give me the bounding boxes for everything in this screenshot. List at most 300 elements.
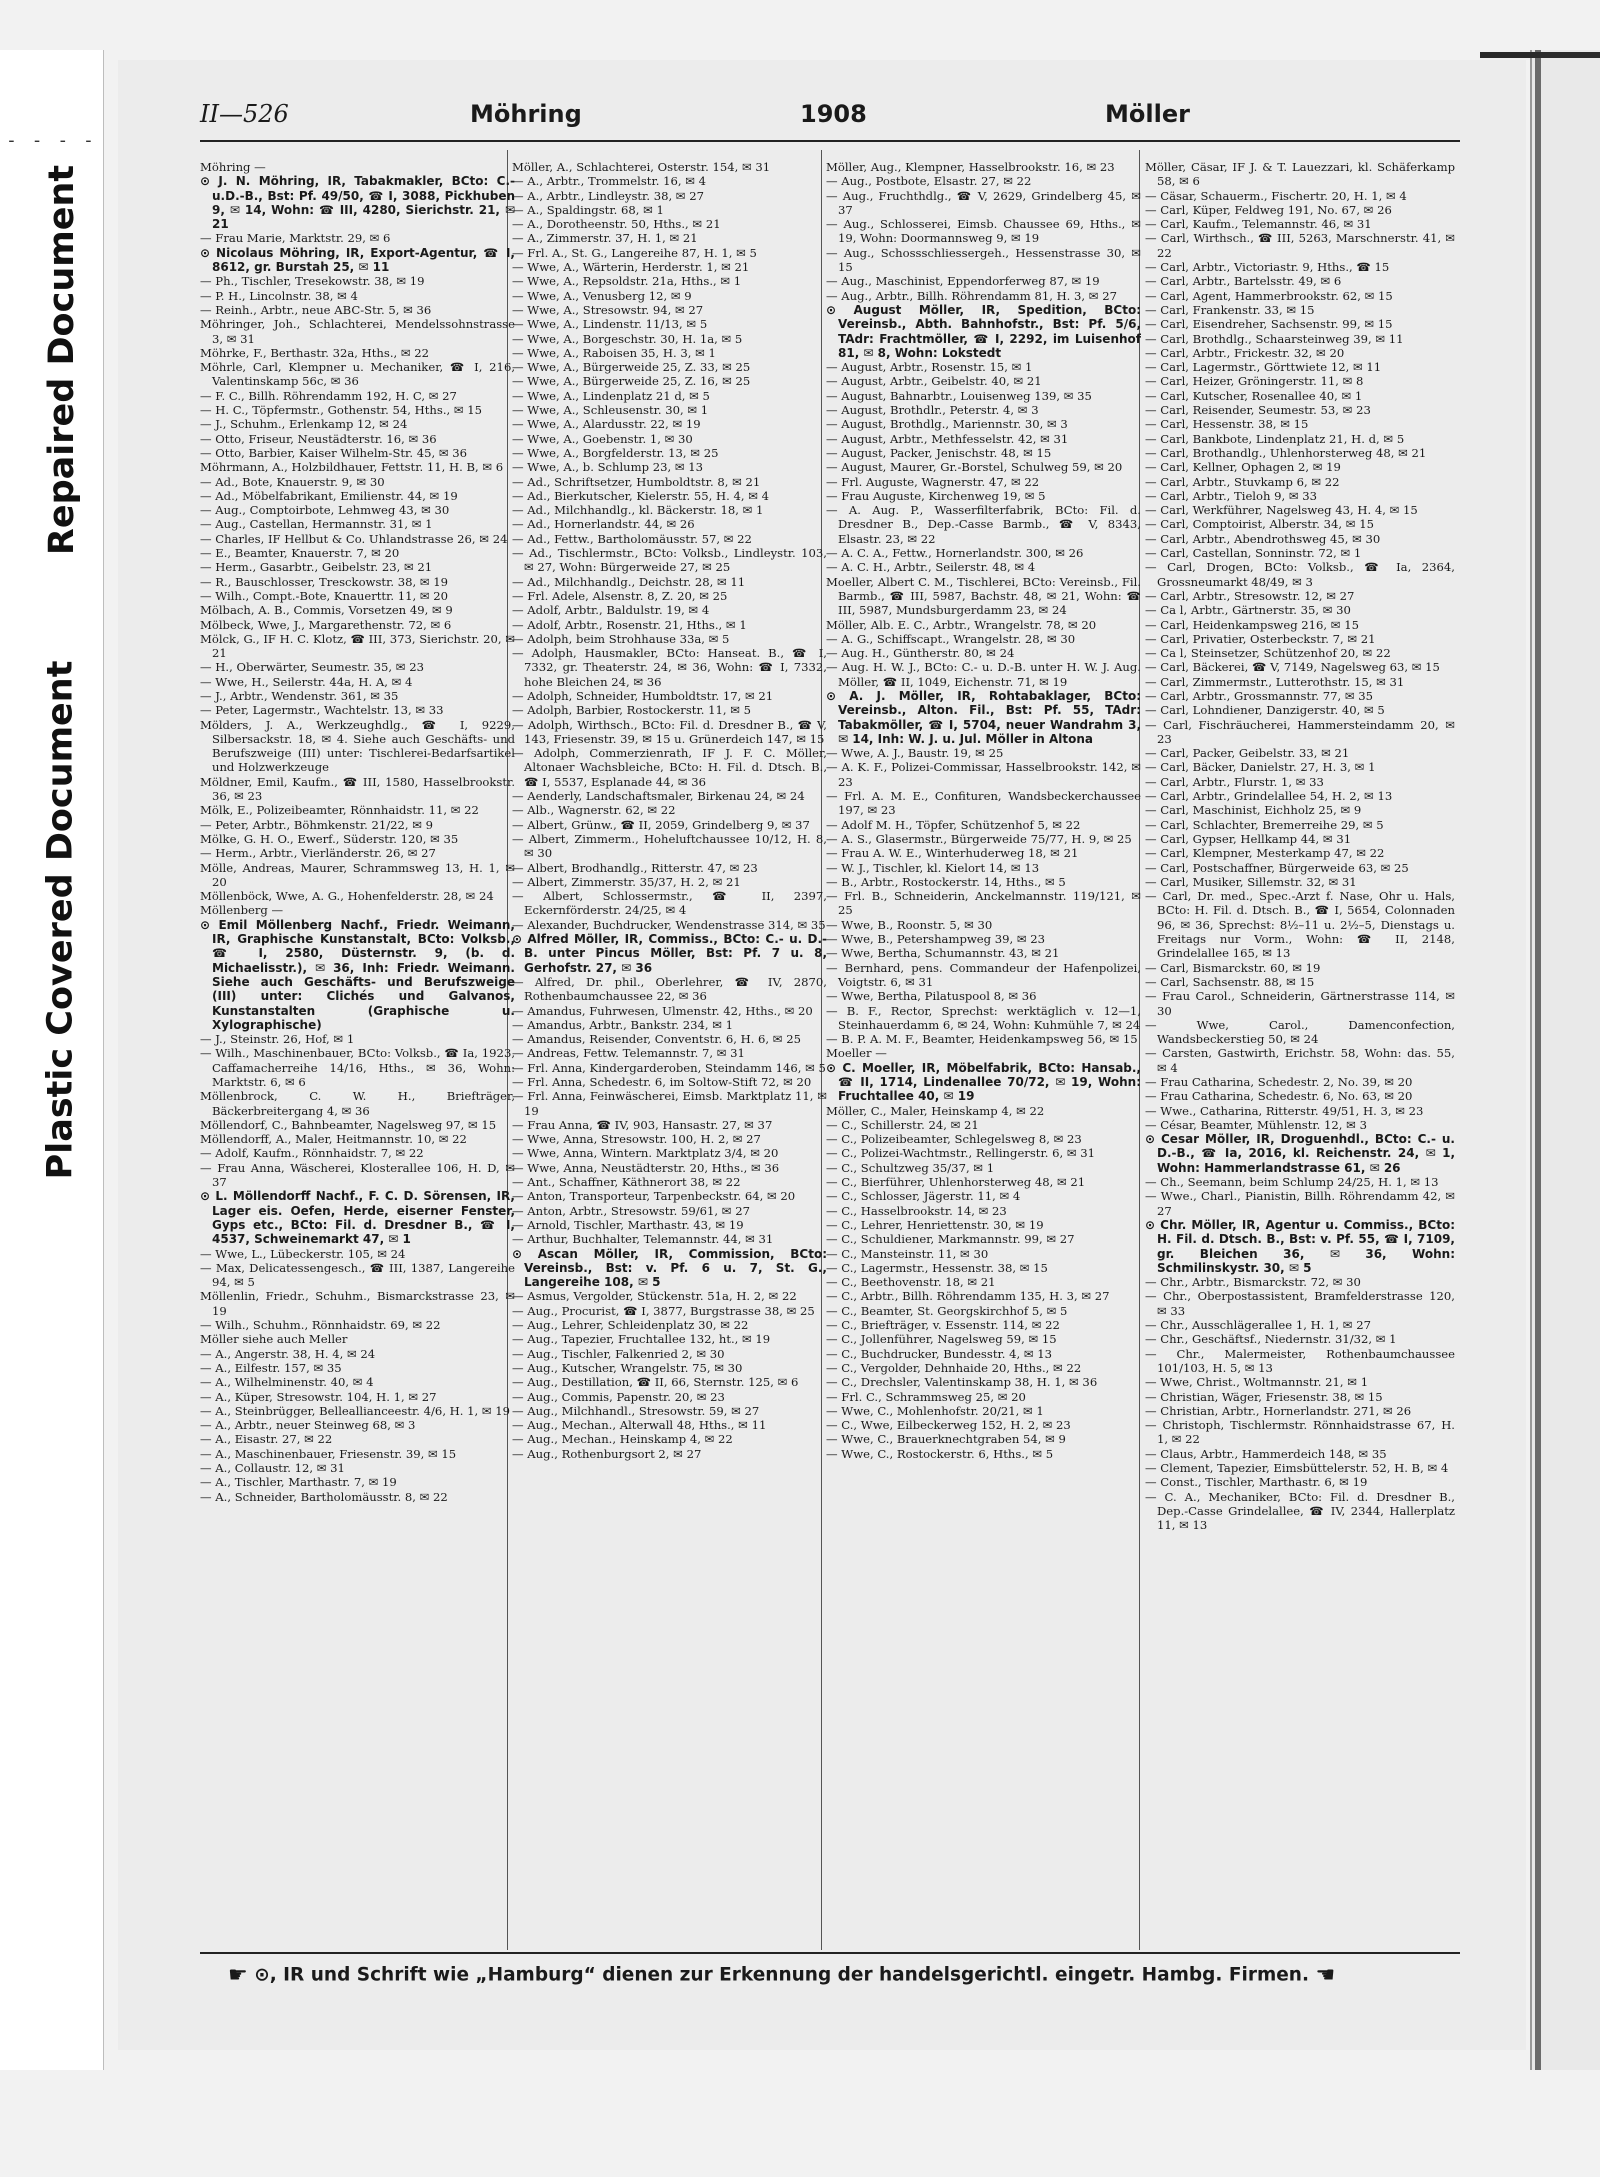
directory-entry: — A. C. H., Arbtr., Seilerstr. 48, ✉ 4 <box>826 560 1036 575</box>
directory-entry: — A., Zimmerstr. 37, H. 1, ✉ 21 <box>512 231 698 246</box>
directory-entry: — Carl, Fischräucherei, Hammersteindamm 20, ✉ 23 <box>1145 717 1455 746</box>
directory-entry: — A., Arbtr., Lindleystr. 38, ✉ 27 <box>512 188 704 203</box>
directory-entry: — Carl, Comptoirist, Alberstr. 34, ✉ 15 <box>1145 517 1374 532</box>
directory-entry: Möllendorff, A., Maler, Heitmannstr. 10, ✉ 22 <box>200 1132 467 1147</box>
directory-entry: — Alb., Wagnerstr. 62, ✉ 22 <box>512 803 676 818</box>
directory-entry: — Otto, Friseur, Neustädterstr. 16, ✉ 36 <box>200 431 437 446</box>
directory-column-4 <box>1145 160 1455 1945</box>
directory-entry: — A., Schneider, Bartholomäusstr. 8, ✉ 22 <box>200 1489 448 1504</box>
directory-entry: — Carl, Lagermstr., Görttwiete 12, ✉ 11 <box>1145 360 1382 375</box>
directory-entry: — Albert, Zimmerstr. 35/37, H. 2, ✉ 21 <box>512 874 741 889</box>
directory-entry: — Aenderly, Landschaftsmaler, Birkenau 24, ✉ 24 <box>512 789 805 804</box>
directory-entry: — Carl, Castellan, Sonninstr. 72, ✉ 1 <box>1145 546 1362 561</box>
directory-entry: — C., Schultzweg 35/37, ✉ 1 <box>826 1160 995 1175</box>
directory-entry: — Herm., Gasarbtr., Geibelstr. 23, ✉ 21 <box>200 560 433 575</box>
directory-entry: ⊙ C. Moeller, IR, Möbelfabrik, BCto: Hansab., ☎ II, 1714, Lindenallee 70/72, ✉ 19, Wohn: Fruchtallee 40, ✉ 19 <box>826 1060 1141 1104</box>
directory-entry: — Anton, Arbtr., Stresowstr. 59/61, ✉ 27 <box>512 1203 750 1218</box>
directory-entry: — E., Beamter, Knauerstr. 7, ✉ 20 <box>200 546 400 561</box>
directory-entry: — J., Arbtr., Wendenstr. 361, ✉ 35 <box>200 688 399 703</box>
directory-entry: — Carl, Kellner, Ophagen 2, ✉ 19 <box>1145 460 1341 475</box>
directory-entry: Möhringer, Joh., Schlachterei, Mendelssohnstrasse 3, ✉ 31 <box>200 317 515 346</box>
directory-entry: — Aug., Postbote, Elsastr. 27, ✉ 22 <box>826 174 1032 189</box>
directory-entry: Möldner, Emil, Kaufm., ☎ III, 1580, Hasselbrookstr. 36, ✉ 23 <box>200 774 515 804</box>
directory-entry: — Carl, Bismarckstr. 60, ✉ 19 <box>1145 960 1321 975</box>
header-rule <box>200 140 1460 142</box>
directory-entry: — Adolf M. H., Töpfer, Schützenhof 5, ✉ 22 <box>826 817 1081 832</box>
directory-entry: — August, Brothdlg., Mariennstr. 30, ✉ 3 <box>826 417 1068 432</box>
directory-entry: — Wwe, Carol., Damenconfection, Wandsbeckerstieg 50, ✉ 24 <box>1145 1017 1455 1047</box>
directory-entry: — Cäsar, Schauerm., Fischertr. 20, H. 1, ✉ 4 <box>1145 188 1407 203</box>
directory-entry: — Wilh., Compt.-Bote, Knauerttr. 11, ✉ 20 <box>200 588 448 603</box>
directory-entry: ⊙ Alfred Möller, IR, Commiss., BCto: C.- u. D.-B. unter Pincus Möller, Bst: Pf. 7 u. 8, Gerhofstr. 27, ✉ 36 <box>512 932 827 975</box>
directory-entry: — Adolf, Arbtr., Baldulstr. 19, ✉ 4 <box>512 603 710 618</box>
directory-entry: — Ca l, Steinsetzer, Schützenhof 20, ✉ 22 <box>1145 646 1391 661</box>
directory-entry: — August, Arbtr., Rosenstr. 15, ✉ 1 <box>826 360 1033 375</box>
directory-entry: — Carl, Brothandlg., Uhlenhorsterweg 48, ✉ 21 <box>1145 445 1427 460</box>
directory-entry: — Carl, Arbtr., Bartelsstr. 49, ✉ 6 <box>1145 274 1342 289</box>
directory-entry: — H. C., Töpfermstr., Gothenstr. 54, Hths., ✉ 15 <box>200 403 483 418</box>
directory-entry: — A. C. A., Fettw., Hornerlandstr. 300, ✉ 26 <box>826 546 1084 561</box>
directory-entry: — Carl, Klempner, Mesterkamp 47, ✉ 22 <box>1145 846 1385 861</box>
directory-entry: — C., Schuldiener, Markmannstr. 99, ✉ 27 <box>826 1232 1075 1247</box>
directory-entry: — Aug., Maschinist, Eppendorferweg 87, ✉ 19 <box>826 274 1100 289</box>
directory-entry: — C., Lehrer, Henriettenstr. 30, ✉ 19 <box>826 1217 1044 1232</box>
directory-entry: — Wwe, L., Lübeckerstr. 105, ✉ 24 <box>200 1246 406 1261</box>
directory-entry: — Herm., Arbtr., Vierländerstr. 26, ✉ 27 <box>200 846 436 861</box>
directory-entry: Möller, Alb. E. C., Arbtr., Wrangelstr. 78, ✉ 20 <box>826 617 1097 632</box>
directory-entry: Möller, Cäsar, IF J. & T. Lauezzari, kl. Schäferkamp 58, ✉ 6 <box>1145 160 1455 189</box>
directory-entry: — Carl, Arbtr., Victoriastr. 9, Hths., ☎ 15 <box>1145 260 1390 275</box>
directory-entry: — Wwe, A., Raboisen 35, H. 3, ✉ 1 <box>512 345 716 360</box>
directory-entry: — César, Beamter, Mühlenstr. 12, ✉ 3 <box>1145 1117 1367 1132</box>
directory-entry: — C., Schillerstr. 24, ✉ 21 <box>826 1117 979 1132</box>
page-binding-edge <box>1535 50 1541 2070</box>
directory-entry: — Ad., Bote, Knauerstr. 9, ✉ 30 <box>200 474 385 489</box>
directory-entry: — Aug., Rothenburgsort 2, ✉ 27 <box>512 1446 702 1461</box>
directory-entry: — Aug., Castellan, Hermannstr. 31, ✉ 1 <box>200 517 433 532</box>
directory-entry: — A., Eisastr. 27, ✉ 22 <box>200 1432 333 1447</box>
directory-entry: — Wwe, Anna, Stresowstr. 100, H. 2, ✉ 27 <box>512 1132 761 1147</box>
directory-entry: — Wwe, A., Lindenplatz 21 d, ✉ 5 <box>512 388 710 403</box>
directory-entry: — Carl, Arbtr., Abendrothsweg 45, ✉ 30 <box>1145 531 1381 546</box>
directory-entry: — A. Aug. P., Wasserfilterfabrik, BCto: Fil. d. Dresdner B., Dep.-Casse Barmb., ☎ V, 8343, Elsastr. 23, ✉ 22 <box>826 503 1141 546</box>
directory-entry: — Carl, Maschinist, Eichholz 25, ✉ 9 <box>1145 803 1362 818</box>
directory-entry: — C., Buchdrucker, Bundesstr. 4, ✉ 13 <box>826 1346 1053 1361</box>
directory-entry: — Albert, Zimmerm., Hoheluftchaussee 10/12, H. 8, ✉ 30 <box>512 831 827 861</box>
directory-entry: — B., Arbtr., Rostockerstr. 14, Hths., ✉ 5 <box>826 874 1066 889</box>
directory-entry: — Carl, Bäcker, Danielstr. 27, H. 3, ✉ 1 <box>1145 760 1376 775</box>
directory-entry: — Const., Tischler, Marthastr. 6, ✉ 19 <box>1145 1475 1368 1490</box>
directory-entry: — C., Arbtr., Billh. Röhrendamm 135, H. 3, ✉ 27 <box>826 1289 1110 1304</box>
directory-entry: — Frl. C., Schrammsweg 25, ✉ 20 <box>826 1389 1026 1404</box>
directory-entry: — Alexander, Buchdrucker, Wendenstrasse 314, ✉ 35 <box>512 917 826 932</box>
directory-entry: — Wwe., Charl., Pianistin, Billh. Röhrendamm 42, ✉ 27 <box>1145 1189 1455 1218</box>
pointing-hand-right-icon: ☛ <box>228 1963 248 1988</box>
directory-entry: — C., Vergolder, Dehnhaide 20, Hths., ✉ 22 <box>826 1360 1082 1375</box>
directory-entry: — Frau Catharina, Schedestr. 6, No. 63, ✉ 20 <box>1145 1089 1413 1104</box>
directory-entry: — A., Collaustr. 12, ✉ 31 <box>200 1461 345 1476</box>
directory-entry: — Carl, Privatier, Osterbeckstr. 7, ✉ 21 <box>1145 631 1376 646</box>
directory-entry: — Carl, Zimmermstr., Lutterothstr. 15, ✉ 31 <box>1145 674 1405 689</box>
directory-entry: — August, Packer, Jenischstr. 48, ✉ 15 <box>826 445 1052 460</box>
directory-entry: — Wwe, Bertha, Schumannstr. 43, ✉ 21 <box>826 946 1060 961</box>
directory-entry: — Carl, Hessenstr. 38, ✉ 15 <box>1145 417 1309 432</box>
repaired-document-label <box>32 100 92 620</box>
directory-entry: Möhring — <box>200 160 266 174</box>
directory-entry: — Frau A. W. E., Winterhuderweg 18, ✉ 21 <box>826 846 1079 861</box>
directory-entry: — August, Bahnarbtr., Louisenweg 139, ✉ 35 <box>826 388 1092 403</box>
directory-entry: — Carl, Bäckerei, ☎ V, 7149, Nagelsweg 63, ✉ 15 <box>1145 660 1440 675</box>
directory-entry: — Carl, Küper, Feldweg 191, No. 67, ✉ 26 <box>1145 202 1392 217</box>
directory-entry: — A., Steinbrügger, Belleallianceestr. 4/6, H. 1, ✉ 19 <box>200 1403 511 1418</box>
directory-entry: — Frl. Anna, Feinwäscherei, Eimsb. Marktplatz 11, ✉ 19 <box>512 1089 827 1118</box>
directory-entry: — Wwe, A., Stresowstr. 94, ✉ 27 <box>512 302 704 317</box>
directory-entry: — Adolph, Wirthsch., BCto: Fil. d. Dresdner B., ☎ V, 143, Friesenstr. 39, ✉ 15 u. Grünerdeich 147, ✉ 15 <box>512 717 827 746</box>
directory-entry: — Wwe, A., Schleusenstr. 30, ✉ 1 <box>512 403 709 418</box>
directory-entry: — Wwe, A., b. Schlump 23, ✉ 13 <box>512 460 704 475</box>
directory-entry: — Carl, Schlachter, Bremerreihe 29, ✉ 5 <box>1145 817 1384 832</box>
directory-entry: — Christian, Wäger, Friesenstr. 38, ✉ 15 <box>1145 1389 1383 1404</box>
directory-entry: ⊙ J. N. Möhring, IR, Tabakmakler, BCto: C.-u.D.-B., Bst: Pf. 49/50, ☎ I, 3088, Pickhuben 9, ✉ 14, Wohn: ☎ III, 4280, Sierichstr. 21, ✉ 21 <box>200 174 515 232</box>
directory-entry: — Carl, Bankbote, Lindenplatz 21, H. d, ✉ 5 <box>1145 431 1405 446</box>
directory-entry: — A., Angerstr. 38, H. 4, ✉ 24 <box>200 1346 376 1361</box>
directory-entry: — Wilh., Schuhm., Rönnhaidstr. 69, ✉ 22 <box>200 1318 441 1333</box>
directory-entry: — Carsten, Gastwirth, Erichstr. 58, Wohn: das. 55, ✉ 4 <box>1145 1046 1455 1075</box>
directory-entry: — Wwe, A. J., Baustr. 19, ✉ 25 <box>826 746 1004 761</box>
directory-entry: — Asmus, Vergolder, Stückenstr. 51a, H. 2, ✉ 22 <box>512 1289 797 1304</box>
directory-entry: — Wwe, A., Borgeschstr. 30, H. 1a, ✉ 5 <box>512 331 743 346</box>
directory-entry: — Bernhard, pens. Commandeur der Hafenpolizei, Voigtstr. 6, ✉ 31 <box>826 960 1141 989</box>
directory-entry: — Albert, Grünw., ☎ II, 2059, Grindelberg 9, ✉ 37 <box>512 817 810 832</box>
directory-entry: — C., Beethovenstr. 18, ✉ 21 <box>826 1275 996 1290</box>
directory-entry: — C., Polizei-Wachtmstr., Rellingerstr. 6, ✉ 31 <box>826 1146 1095 1161</box>
directory-entry: — Carl, Arbtr., Tieloh 9, ✉ 33 <box>1145 488 1318 503</box>
directory-entry: — Carl, Drogen, BCto: Volksb., ☎ Ia, 2364, Grossneumarkt 48/49, ✉ 3 <box>1145 560 1455 589</box>
directory-entry: — Carl, Arbtr., Flurstr. 1, ✉ 33 <box>1145 774 1324 789</box>
plastic-covered-label <box>30 640 90 1200</box>
directory-entry: — Wwe, Christ., Woltmannstr. 21, ✉ 1 <box>1145 1375 1369 1390</box>
directory-entry: — Aug., Schlosserei, Eimsb. Chaussee 69, Hths., ✉ 19, Wohn: Doormannsweg 9, ✉ 19 <box>826 217 1141 246</box>
directory-entry: — Adolph, Barbier, Rostockerstr. 11, ✉ 5 <box>512 703 751 718</box>
dash-marks: - - - - <box>6 130 96 151</box>
directory-entry: — Wwe, A., Venusberg 12, ✉ 9 <box>512 288 692 303</box>
directory-entry: — A., Arbtr., Trommelstr. 16, ✉ 4 <box>512 174 706 189</box>
directory-entry: — C., Briefträger, v. Essenstr. 114, ✉ 22 <box>826 1318 1060 1333</box>
directory-entry: — Frl. Anna, Kindergarderoben, Steindamm 146, ✉ 5 <box>512 1060 826 1075</box>
directory-entry: ⊙ August Möller, IR, Spedition, BCto: Vereinsb., Abth. Bahnhofstr., Bst: Pf. 5/6, TAdr: Frachtmöller, ☎ I, 2292, im Luisenhof 81, ✉ 8, Wohn: Lokstedt <box>826 302 1141 360</box>
directory-entry: Möhrke, F., Berthastr. 32a, Hths., ✉ 22 <box>200 345 430 360</box>
directory-entry: ⊙ Chr. Möller, IR, Agentur u. Commiss., BCto: H. Fil. d. Dtsch. B., Bst: v. Pf. 55, ☎ I, 7109, gr. Bleichen 36, ✉ 36, Wohn: Schmilinskystr. 30, ✉ 5 <box>1145 1217 1455 1275</box>
repaired-document-text: Repaired Document <box>42 164 82 556</box>
directory-entry: — Carl, Kutscher, Rosenallee 40, ✉ 1 <box>1145 388 1363 403</box>
directory-entry: — Aug., Tapezier, Fruchtallee 132, ht., ✉ 19 <box>512 1332 771 1347</box>
directory-entry: Möller, A., Schlachterei, Osterstr. 154, ✉ 31 <box>512 160 771 174</box>
directory-entry: — Clement, Tapezier, Eimsbüttelerstr. 52, H. B, ✉ 4 <box>1145 1461 1449 1476</box>
directory-entry: — A. K. F., Polizei-Commissar, Hasselbrookstr. 142, ✉ 23 <box>826 760 1141 789</box>
directory-entry: Möllenberg — <box>200 903 284 918</box>
directory-entry: Möller siehe auch Meller <box>200 1332 348 1347</box>
directory-entry: — Aug., Commis, Papenstr. 20, ✉ 23 <box>512 1389 725 1404</box>
footer-note <box>228 1963 1468 1993</box>
directory-entry: — J., Steinstr. 26, Hof, ✉ 1 <box>200 1032 355 1047</box>
directory-entry: — Anton, Transporteur, Tarpenbeckstr. 64, ✉ 20 <box>512 1189 796 1204</box>
directory-entry: — Wwe, B., Petershampweg 39, ✉ 23 <box>826 932 1046 947</box>
directory-entry: — Wwe, A., Bürgerweide 25, Z. 33, ✉ 25 <box>512 360 751 375</box>
directory-entry: — Carl, Arbtr., Frickestr. 32, ✉ 20 <box>1145 345 1345 360</box>
directory-column-1 <box>200 160 515 1945</box>
directory-entry: — Aug., Lehrer, Schleidenplatz 30, ✉ 22 <box>512 1318 749 1333</box>
directory-entry: — C., Polizeibeamter, Schlegelsweg 8, ✉ 23 <box>826 1132 1082 1147</box>
directory-entry: — Carl, Arbtr., Grossmannstr. 77, ✉ 35 <box>1145 688 1374 703</box>
directory-entry: — Ad., Möbelfabrikant, Emilienstr. 44, ✉ 19 <box>200 488 458 503</box>
directory-entry: Mölders, J. A., Werkzeughdlg., ☎ I, 9229, Silbersackstr. 18, ✉ 4. Siehe auch Geschäfts- und Berufszweige (III) unter: Tischlerei-Bedarfsartikel und Holzwerkzeuge <box>200 717 515 775</box>
directory-entry: — Chr., Malermeister, Rothenbaumchaussee 101/103, H. 5, ✉ 13 <box>1145 1346 1455 1375</box>
directory-entry: ⊙ Ascan Möller, IR, Commission, BCto: Vereinsb., Bst: v. Pf. 6 u. 7, St. G., Langereihe 108, ✉ 5 <box>512 1246 827 1290</box>
directory-entry: — A., Wilhelminenstr. 40, ✉ 4 <box>200 1375 374 1390</box>
directory-entry: — Ad., Milchhandlg., kl. Bäckerstr. 18, ✉ 1 <box>512 503 764 518</box>
directory-entry: — Carl, Dr. med., Spec.-Arzt f. Nase, Ohr u. Hals, BCto: H. Fil. d. Dtsch. B., ☎ I, 5654, Colonnaden 96, ✉ 36, Sprechst: 8½–11 u. 2½–5, Dienstags u. Freitags nur Vorm., Wohn: ☎ II, 2148, Grindelallee 165, ✉ 13 <box>1145 889 1455 961</box>
directory-entry: — Wwe, C., Rostockerstr. 6, Hths., ✉ 5 <box>826 1446 1054 1461</box>
directory-entry: — Aug., Mechan., Alterwall 48, Hths., ✉ 11 <box>512 1418 767 1433</box>
directory-entry: — Wwe, Bertha, Pilatuspool 8, ✉ 36 <box>826 989 1037 1004</box>
directory-entry: — Wwe, Anna, Neustädterstr. 20, Hths., ✉ 36 <box>512 1160 780 1175</box>
directory-entry: — Aug., Comptoirbote, Lehmweg 43, ✉ 30 <box>200 503 450 518</box>
directory-entry: — Carl, Wirthsch., ☎ III, 5263, Marschnerstr. 41, ✉ 22 <box>1145 231 1455 260</box>
directory-entry: — C., Lagermstr., Hessenstr. 38, ✉ 15 <box>826 1260 1048 1275</box>
directory-column-2 <box>512 160 827 1945</box>
directory-entry: — A. S., Glasermstr., Bürgerweide 75/77, H. 9, ✉ 25 <box>826 831 1132 846</box>
directory-entry: — Ca l, Arbtr., Gärtnerstr. 35, ✉ 30 <box>1145 603 1351 618</box>
directory-entry: — R., Bauschlosser, Tresckowstr. 38, ✉ 19 <box>200 574 448 589</box>
directory-entry: — C., Beamter, St. Georgskirchhof 5, ✉ 5 <box>826 1303 1068 1318</box>
directory-entry: ⊙ A. J. Möller, IR, Rohtabaklager, BCto: Vereinsb., Alton. Fil., Bst: Pf. 55, TAdr: Tabakmöller, ☎ I, 5704, neuer Wandrahm 3, ✉ 14, Inh: W. J. u. Jul. Möller in Altona <box>826 688 1141 746</box>
directory-entry: ⊙ Cesar Möller, IR, Droguenhdl., BCto: C.- u. D.-B., ☎ Ia, 2016, kl. Reichenstr. 24, ✉ 1, Wohn: Hammerlandstrasse 61, ✉ 26 <box>1145 1132 1455 1175</box>
directory-entry: — C., Wwe, Eilbeckerweg 152, H. 2, ✉ 23 <box>826 1418 1071 1433</box>
directory-entry: — A., Dorotheenstr. 50, Hths., ✉ 21 <box>512 217 721 232</box>
directory-entry: — Wwe, A., Bürgerweide 25, Z. 16, ✉ 25 <box>512 374 751 389</box>
directory-entry: — Carl, Kaufm., Telemannstr. 46, ✉ 31 <box>1145 217 1372 232</box>
directory-entry: Mölbeck, Wwe, J., Margarethenstr. 72, ✉ 6 <box>200 617 452 632</box>
directory-entry: — Carl, Heizer, Gröningerstr. 11, ✉ 8 <box>1145 374 1364 389</box>
directory-entry: ⊙ Nicolaus Möhring, IR, Export-Agentur, ☎ I, 8612, gr. Burstah 25, ✉ 11 <box>200 245 515 275</box>
directory-entry: — Wwe, A., Wärterin, Herderstr. 1, ✉ 21 <box>512 260 750 275</box>
directory-entry: — Alfred, Dr. phil., Oberlehrer, ☎ IV, 2870, Rothenbaumchaussee 22, ✉ 36 <box>512 974 827 1004</box>
directory-entry: — C., Mansteinstr. 11, ✉ 30 <box>826 1246 989 1261</box>
directory-entry: — W. J., Tischler, kl. Kielort 14, ✉ 13 <box>826 860 1040 875</box>
directory-entry: — A., Eilfestr. 157, ✉ 35 <box>200 1360 342 1375</box>
directory-entry: — Wwe, A., Goebenstr. 1, ✉ 30 <box>512 431 693 446</box>
directory-entry: — A. G., Schiffscapt., Wrangelstr. 28, ✉ 30 <box>826 631 1076 646</box>
page-number: II—526 <box>200 100 289 128</box>
directory-entry: — Adolph, Commerzienrath, IF J. F. C. Möller, Altonaer Wachsbleiche, BCto: H. Fil. d. Dtsch. B., ☎ I, 5537, Esplanade 44, ✉ 36 <box>512 746 827 789</box>
directory-entry: — Amandus, Arbtr., Bankstr. 234, ✉ 1 <box>512 1017 733 1032</box>
directory-entry: Mölk, E., Polizeibeamter, Rönnhaidstr. 11, ✉ 22 <box>200 803 479 818</box>
directory-entry: — P. H., Lincolnstr. 38, ✉ 4 <box>200 288 358 303</box>
directory-entry: Moeller, Albert C. M., Tischlerei, BCto: Vereinsb., Fil. Barmb., ☎ III, 5987, Bachstr. 48, ✉ 21, Wohn: ☎ III, 5987, Mundsburgerdamm 23, ✉ 24 <box>826 574 1141 618</box>
directory-entry: — Frl. B., Schneiderin, Anckelmannstr. 119/121, ✉ 25 <box>826 889 1141 918</box>
directory-entry: — Frau Catharina, Schedestr. 2, No. 39, ✉ 20 <box>1145 1075 1413 1089</box>
directory-entry: — Adolf, Arbtr., Rosenstr. 21, Hths., ✉ 1 <box>512 617 747 632</box>
directory-entry: — A., Maschinenbauer, Friesenstr. 39, ✉ 15 <box>200 1446 457 1461</box>
directory-entry: — Carl, Frankenstr. 33, ✉ 15 <box>1145 302 1315 317</box>
directory-entry: — Frl. Auguste, Wagnerstr. 47, ✉ 22 <box>826 474 1040 489</box>
directory-entry: — Aug., Procurist, ☎ I, 3877, Burgstrasse 38, ✉ 25 <box>512 1303 815 1318</box>
directory-entry: — Wilh., Maschinenbauer, BCto: Volksb., ☎ Ia, 1923, Caffamacherreihe 14/16, Hths., ✉ 36, Wohn: Marktstr. 6, ✉ 6 <box>200 1046 515 1089</box>
directory-entry: — Arnold, Tischler, Marthastr. 43, ✉ 19 <box>512 1217 744 1232</box>
directory-entry: Mölck, G., IF H. C. Klotz, ☎ III, 373, Sierichstr. 20, ✉ 21 <box>200 631 515 661</box>
directory-entry: — Carl, Arbtr., Grindelallee 54, H. 2, ✉ 13 <box>1145 789 1393 804</box>
directory-entry: — Carl, Musiker, Sillemstr. 32, ✉ 31 <box>1145 874 1357 889</box>
header-first-name: Möhring <box>470 100 582 128</box>
directory-entry: — Aug., Tischler, Falkenried 2, ✉ 30 <box>512 1346 725 1361</box>
directory-entry: — Aug., Fruchthdlg., ☎ V, 2629, Grindelberg 45, ✉ 37 <box>826 188 1141 217</box>
directory-entry: — Aug., Kutscher, Wrangelstr. 75, ✉ 30 <box>512 1360 743 1375</box>
directory-entry: Mölbach, A. B., Commis, Vorsetzen 49, ✉ 9 <box>200 603 453 618</box>
directory-entry: — Max, Delicatessengesch., ☎ III, 1387, Langereihe 94, ✉ 5 <box>200 1260 515 1290</box>
directory-entry: — Wwe, B., Roonstr. 5, ✉ 30 <box>826 917 993 932</box>
directory-entry: — B. F., Rector, Sprechst: werktäglich v. 12—1, Steinhauerdamm 6, ✉ 24, Wohn: Kuhmühle 7, ✉ 24 <box>826 1003 1141 1032</box>
directory-entry: — Carl, Werkführer, Nagelsweg 43, H. 4, ✉ 15 <box>1145 503 1418 518</box>
directory-entry: — F. C., Billh. Röhrendamm 192, H. C, ✉ 27 <box>200 388 457 403</box>
directory-column-3 <box>826 160 1141 1945</box>
directory-entry: — Charles, IF Hellbut & Co. Uhlandstrasse 26, ✉ 24 <box>200 531 508 546</box>
directory-entry: — Ad., Hornerlandstr. 44, ✉ 26 <box>512 517 695 532</box>
directory-entry: — A., Spaldingstr. 68, ✉ 1 <box>512 202 664 217</box>
directory-entry: — Wwe, A., Repsoldstr. 21a, Hths., ✉ 1 <box>512 274 742 289</box>
directory-entry: — Wwe, C., Mohlenhofstr. 20/21, ✉ 1 <box>826 1403 1044 1418</box>
directory-entry: — Amandus, Fuhrwesen, Ulmenstr. 42, Hths., ✉ 20 <box>512 1003 813 1018</box>
directory-entry: — Carl, Arbtr., Stuvkamp 6, ✉ 22 <box>1145 474 1340 489</box>
directory-entry: — Albert, Brodhandlg., Ritterstr. 47, ✉ 23 <box>512 860 758 875</box>
directory-entry: Möhrmann, A., Holzbildhauer, Fettstr. 11, H. B, ✉ 6 <box>200 460 504 475</box>
directory-entry: — Carl, Eisendreher, Sachsenstr. 99, ✉ 15 <box>1145 317 1393 332</box>
directory-entry: — H., Oberwärter, Seumestr. 35, ✉ 23 <box>200 660 424 675</box>
directory-entry: — Otto, Barbier, Kaiser Wilhelm-Str. 45, ✉ 36 <box>200 445 467 460</box>
directory-entry: — A., Tischler, Marthastr. 7, ✉ 19 <box>200 1475 397 1490</box>
directory-entry: — Frau Carol., Schneiderin, Gärtnerstrasse 114, ✉ 30 <box>1145 989 1455 1018</box>
directory-entry: — Andreas, Fettw. Telemannstr. 7, ✉ 31 <box>512 1046 745 1061</box>
footer-text: ⊙, IR und Schrift wie „Hamburg“ dienen zur Erkennung der handelsgerichtl. eingetr. Hambg. Firmen. <box>254 1964 1309 1986</box>
directory-entry: — Claus, Arbtr., Hammerdeich 148, ✉ 35 <box>1145 1446 1387 1461</box>
directory-entry: Möllendorf, C., Bahnbeamter, Nagelsweg 97, ✉ 15 <box>200 1117 497 1132</box>
directory-entry: — Carl, Heidenkampsweg 216, ✉ 15 <box>1145 617 1359 632</box>
directory-entry: Mölke, G. H. O., Ewerf., Süderstr. 120, ✉ 35 <box>200 831 459 846</box>
directory-entry: — Aug., Schossschliessergeh., Hessenstrasse 30, ✉ 15 <box>826 245 1141 275</box>
directory-entry: — Frau Anna, ☎ IV, 903, Hansastr. 27, ✉ 37 <box>512 1117 773 1132</box>
directory-entry: — Frl. Anna, Schedestr. 6, im Soltow-Stift 72, ✉ 20 <box>512 1075 812 1089</box>
directory-entry: — Albert, Schlossermstr., ☎ II, 2397, Eckernförderstr. 24/25, ✉ 4 <box>512 889 827 918</box>
directory-entry: — Carl, Brothdlg., Schaarsteinweg 39, ✉ 11 <box>1145 331 1404 346</box>
directory-entry: — B. P. A. M. F., Beamter, Heidenkampsweg 56, ✉ 15 <box>826 1032 1138 1047</box>
directory-entry: Möhrle, Carl, Klempner u. Mechaniker, ☎ I, 216, Valentinskamp 56c, ✉ 36 <box>200 360 515 389</box>
directory-entry: Möller, C., Maler, Heinskamp 4, ✉ 22 <box>826 1103 1045 1118</box>
directory-entry: — Wwe, C., Brauerknechtgraben 54, ✉ 9 <box>826 1432 1066 1447</box>
directory-entry: — Christoph, Tischlermstr. Rönnhaidstrasse 67, H. 1, ✉ 22 <box>1145 1418 1455 1447</box>
directory-entry: — Carl, Packer, Geibelstr. 33, ✉ 21 <box>1145 746 1350 761</box>
directory-entry: — Ad., Fettw., Bartholomäusstr. 57, ✉ 22 <box>512 531 752 546</box>
directory-entry: — Carl, Reisender, Seumestr. 53, ✉ 23 <box>1145 403 1371 418</box>
directory-entry: — Reinh., Arbtr., neue ABC-Str. 5, ✉ 36 <box>200 302 432 317</box>
directory-entry: — August, Arbtr., Methfesselstr. 42, ✉ 31 <box>826 431 1069 446</box>
directory-entry: ⊙ Emil Möllenberg Nachf., Friedr. Weimann, IR, Graphische Kunstanstalt, BCto: Volksb., ☎ I, 2580, Düsternstr. 9, (b. d. Michaelisstr.), ✉ 36, Inh: Friedr. Weimann. Siehe auch Geschäfts- und Berufszweige (III) unter: Clichés und Galvanos, Kunstanstalten (Graphische u. Xylographische) <box>200 917 515 1032</box>
directory-entry: — Wwe, A., Lindenstr. 11/13, ✉ 5 <box>512 317 708 332</box>
directory-entry: — Wwe., Catharina, Ritterstr. 49/51, H. 3, ✉ 23 <box>1145 1103 1424 1118</box>
directory-entry: — Aug., Milchhandl., Stresowstr. 59, ✉ 27 <box>512 1403 760 1418</box>
directory-entry: — Ad., Tischlermstr., BCto: Volksb., Lindleystr. 103, ✉ 27, Wohn: Bürgerweide 27, ✉ 25 <box>512 546 827 575</box>
directory-entry: — Amandus, Reisender, Conventstr. 6, H. 6, ✉ 25 <box>512 1032 801 1047</box>
corner-mark <box>1480 52 1600 58</box>
directory-entry: — Carl, Postschaffner, Bürgerweide 63, ✉ 25 <box>1145 860 1409 875</box>
directory-entry: — Arthur, Buchhalter, Telemannstr. 44, ✉ 31 <box>512 1232 774 1247</box>
directory-entry: — C., Hasselbrookstr. 14, ✉ 23 <box>826 1203 1007 1218</box>
directory-entry: — Chr., Oberpostassistent, Bramfelderstrasse 120, ✉ 33 <box>1145 1289 1455 1318</box>
directory-entry: — Christian, Arbtr., Hornerlandstr. 271, ✉ 26 <box>1145 1403 1412 1418</box>
directory-entry: — Carl, Arbtr., Stresowstr. 12, ✉ 27 <box>1145 588 1355 603</box>
directory-entry: — Frau Marie, Marktstr. 29, ✉ 6 <box>200 231 391 246</box>
directory-entry: — August, Maurer, Gr.-Borstel, Schulweg 59, ✉ 20 <box>826 460 1123 475</box>
directory-entry: — Frau Auguste, Kirchenweg 19, ✉ 5 <box>826 488 1046 503</box>
directory-entry: — Adolph, Hausmakler, BCto: Hanseat. B., ☎ I, 7332, gr. Theaterstr. 24, ✉ 36, Wohn: ☎ I, 7332, hohe Bleichen 24, ✉ 36 <box>512 646 827 689</box>
directory-entry: — C., Drechsler, Valentinskamp 38, H. 1, ✉ 36 <box>826 1375 1098 1390</box>
plastic-covered-text: Plastic Covered Document <box>40 660 80 1180</box>
directory-entry: — Chr., Arbtr., Bismarckstr. 72, ✉ 30 <box>1145 1275 1361 1290</box>
directory-entry: — Frl. A., St. G., Langereihe 87, H. 1, ✉ 5 <box>512 245 757 260</box>
directory-entry: — Ad., Schriftsetzer, Humboldtstr. 8, ✉ 21 <box>512 474 761 489</box>
directory-entry: — J., Schuhm., Erlenkamp 12, ✉ 24 <box>200 417 408 432</box>
footer-rule <box>200 1952 1460 1954</box>
directory-entry: — Adolf, Kaufm., Rönnhaidstr. 7, ✉ 22 <box>200 1146 424 1161</box>
directory-entry: Möllenbrock, C. W. H., Briefträger, Bäckerbreitergang 4, ✉ 36 <box>200 1089 515 1118</box>
directory-entry: Moeller — <box>826 1046 887 1061</box>
directory-entry: Möller, Aug., Klempner, Hasselbrookstr. 16, ✉ 23 <box>826 160 1115 174</box>
directory-entry: — Aug. H., Güntherstr. 80, ✉ 24 <box>826 646 1015 661</box>
directory-entry: — Wwe, A., Borgfelderstr. 13, ✉ 25 <box>512 445 719 460</box>
directory-entry: ⊙ L. Möllendorff Nachf., F. C. D. Sörensen, IR, Lager eis. Oefen, Herde, eiserner Fenster, Gyps etc., BCto: Fil. d. Dresdner B., ☎ I, 4537, Schweinemarkt 47, ✉ 1 <box>200 1189 515 1247</box>
directory-entry: — Wwe, A., Alardusstr. 22, ✉ 19 <box>512 417 701 432</box>
directory-entry: — Carl, Lohndiener, Danzigerstr. 40, ✉ 5 <box>1145 703 1385 718</box>
directory-entry: Möllenböck, Wwe, A. G., Hohenfelderstr. 28, ✉ 24 <box>200 889 494 904</box>
directory-entry: — C. A., Mechaniker, BCto: Fil. d. Dresdner B., Dep.-Casse Grindelallee, ☎ IV, 2344, Hallerplatz 11, ✉ 13 <box>1145 1489 1455 1533</box>
directory-entry: — Ant., Schaffner, Käthnerort 38, ✉ 22 <box>512 1175 741 1190</box>
directory-entry: — Chr., Geschäftsf., Niedernstr. 31/32, ✉ 1 <box>1145 1332 1397 1347</box>
directory-entry: — A., Küper, Stresowstr. 104, H. 1, ✉ 27 <box>200 1389 437 1404</box>
directory-entry: — Chr., Ausschlägerallee 1, H. 1, ✉ 27 <box>1145 1318 1371 1333</box>
directory-entry: Mölle, Andreas, Maurer, Schrammsweg 13, H. 1, ✉ 20 <box>200 860 515 889</box>
directory-entry: — Ad., Milchhandlg., Deichstr. 28, ✉ 11 <box>512 574 746 589</box>
directory-entry: — Ph., Tischler, Tresekowstr. 38, ✉ 19 <box>200 274 425 289</box>
directory-entry: — Wwe, Anna, Wintern. Marktplatz 3/4, ✉ 20 <box>512 1146 779 1161</box>
directory-entry: — Carl, Sachsenstr. 88, ✉ 15 <box>1145 974 1315 989</box>
page-header <box>200 100 1460 134</box>
directory-entry: — Peter, Lagermstr., Wachtelstr. 13, ✉ 33 <box>200 703 444 718</box>
directory-entry: — Carl, Gypser, Hellkamp 44, ✉ 31 <box>1145 831 1352 846</box>
directory-entry: — C., Bierführer, Uhlenhorsterweg 48, ✉ 21 <box>826 1175 1086 1190</box>
directory-entry: — A., Arbtr., neuer Steinweg 68, ✉ 3 <box>200 1418 416 1433</box>
directory-entry: — C., Schlosser, Jägerstr. 11, ✉ 4 <box>826 1189 1021 1204</box>
directory-entry: — C., Jollenführer, Nagelsweg 59, ✉ 15 <box>826 1332 1057 1347</box>
header-last-name: Möller <box>1105 100 1190 128</box>
pointing-hand-left-icon: ☚ <box>1315 1963 1336 1988</box>
directory-entry: Möllenlin, Friedr., Schuhm., Bismarckstrasse 23, ✉ 19 <box>200 1289 515 1318</box>
directory-entry: — Ad., Bierkutscher, Kielerstr. 55, H. 4, ✉ 4 <box>512 488 770 503</box>
header-year: 1908 <box>800 100 867 128</box>
directory-entry: — Wwe, H., Seilerstr. 44a, H. A, ✉ 4 <box>200 674 413 689</box>
directory-entry: — Frau Anna, Wäscherei, Klosterallee 106, H. D, ✉ 37 <box>200 1160 515 1190</box>
directory-entry: — Frl. Adele, Alsenstr. 8, Z. 20, ✉ 25 <box>512 588 728 603</box>
directory-entry: — Aug., Arbtr., Billh. Röhrendamm 81, H. 3, ✉ 27 <box>826 288 1117 303</box>
directory-entry: — Aug., Destillation, ☎ II, 66, Sternstr. 125, ✉ 6 <box>512 1375 799 1390</box>
directory-entry: — Carl, Agent, Hammerbrookstr. 62, ✉ 15 <box>1145 288 1393 303</box>
